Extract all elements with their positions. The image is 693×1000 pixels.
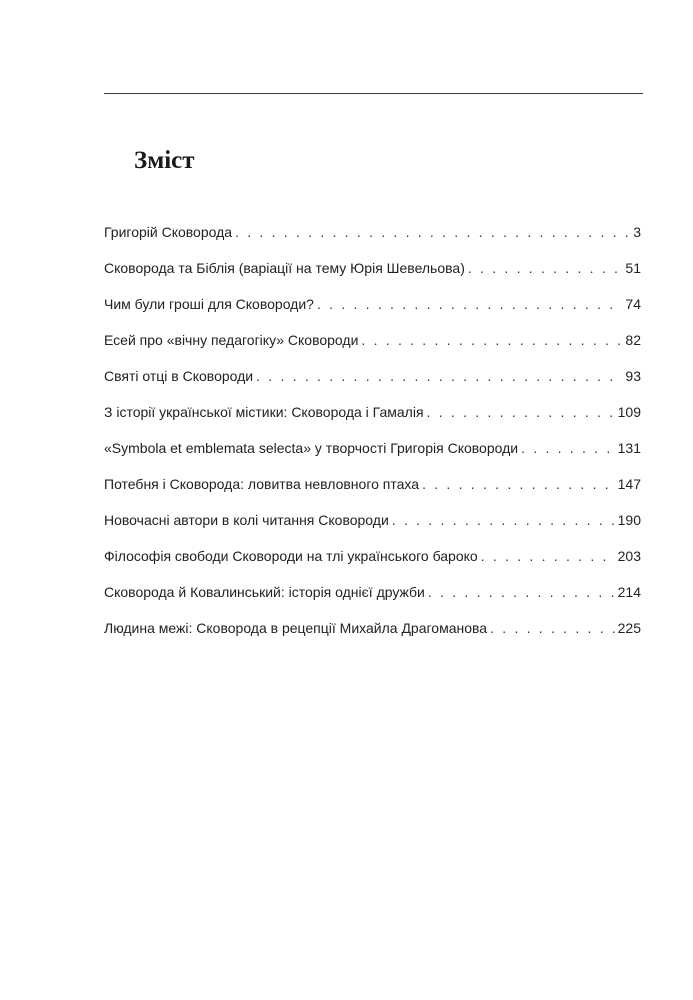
toc-entry-title: Новочасні автори в колі читання Сковороди <box>104 512 389 528</box>
toc-entry-title: Григорій Сковорода <box>104 224 233 240</box>
toc-entry-page: 74 <box>625 296 641 312</box>
toc-entry-page: 3 <box>633 224 641 240</box>
toc-entry-title: Святі отці в Сковороди <box>104 368 254 384</box>
toc-entry[interactable] <box>104 584 641 620</box>
toc-entry-title: Сковорода й Ковалинський: історія однієї дружби <box>104 584 425 600</box>
dot-leader <box>481 548 615 564</box>
toc-entry-page: 109 <box>617 404 641 420</box>
dot-leader <box>317 296 622 312</box>
toc-entry[interactable] <box>104 512 641 548</box>
toc-entry-page: 147 <box>617 476 641 492</box>
toc-entry[interactable] <box>104 476 641 512</box>
dot-leader <box>521 440 615 456</box>
toc-entry[interactable] <box>104 332 641 368</box>
dot-leader <box>422 476 615 492</box>
toc-entry-title: Людина межі: Сковорода в рецепції Михайла Драгоманова <box>104 620 488 636</box>
toc-entry[interactable] <box>104 620 641 656</box>
toc-entry-title: Потебня і Сковорода: ловитва невловного птаха <box>104 476 420 492</box>
toc-entry[interactable] <box>104 440 641 476</box>
toc-entry[interactable] <box>104 368 641 404</box>
toc-entry-page: 225 <box>617 620 641 636</box>
toc-entry[interactable] <box>104 224 641 260</box>
toc-entry-page: 93 <box>625 368 641 384</box>
dot-leader <box>428 584 615 600</box>
dot-leader <box>427 404 615 420</box>
toc-entry[interactable] <box>104 548 641 584</box>
table-of-contents <box>104 224 641 656</box>
toc-entry-title: Есей про «вічну педагогіку» Сковороди <box>104 332 359 348</box>
dot-leader <box>235 224 630 240</box>
toc-entry-page: 131 <box>617 440 641 456</box>
dot-leader <box>490 620 615 636</box>
toc-entry-page: 51 <box>625 260 641 276</box>
toc-entry-page: 203 <box>617 548 641 564</box>
toc-entry[interactable] <box>104 296 641 332</box>
dot-leader <box>392 512 615 528</box>
toc-entry-page: 214 <box>617 584 641 600</box>
header-rule <box>104 93 643 94</box>
toc-entry-title: Філософія свободи Сковороди на тлі українського бароко <box>104 548 478 564</box>
toc-entry-title: Чим були гроші для Сковороди? <box>104 296 314 312</box>
toc-entry-title: З історії української містики: Сковорода і Гамалія <box>104 404 424 420</box>
page-title: Зміст <box>134 147 195 174</box>
toc-entry-page: 190 <box>617 512 641 528</box>
dot-leader <box>361 332 622 348</box>
dot-leader <box>256 368 622 384</box>
toc-entry[interactable] <box>104 260 641 296</box>
toc-entry-title: «Symbola et emblemata selecta» у творчості Григорія Сковороди <box>104 440 519 456</box>
toc-entry-title: Сковорода та Біблія (варіації на тему Юрія Шевельова) <box>104 260 465 276</box>
toc-entry-page: 82 <box>625 332 641 348</box>
dot-leader <box>468 260 623 276</box>
toc-entry[interactable] <box>104 404 641 440</box>
